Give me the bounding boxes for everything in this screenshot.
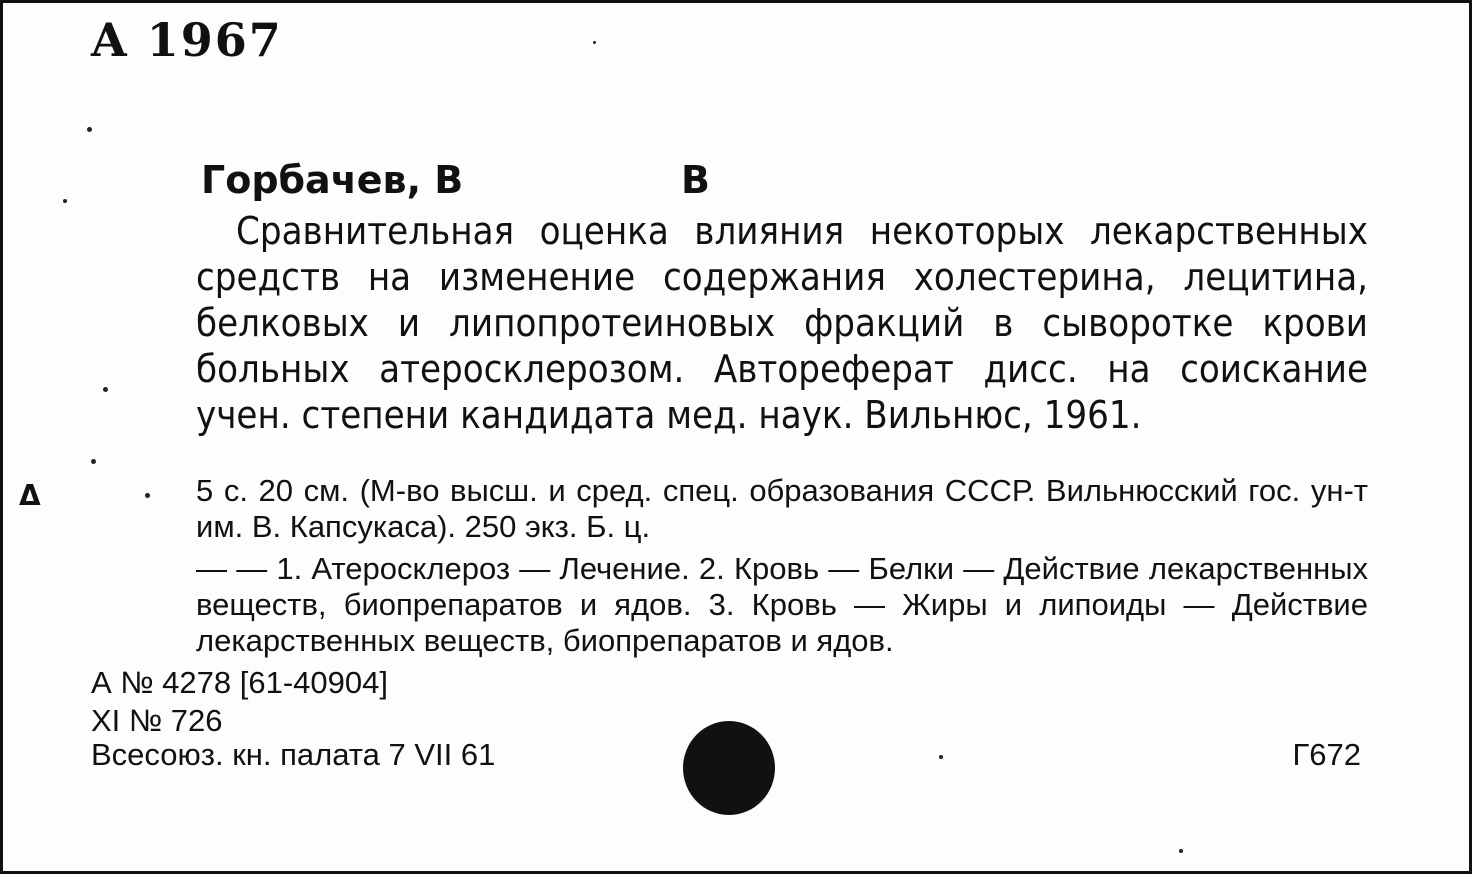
speck <box>91 459 96 464</box>
author-heading <box>201 158 710 202</box>
speck <box>593 41 596 44</box>
punch-hole <box>683 721 775 815</box>
call-number: A 1967 <box>91 13 283 67</box>
subjects-text: — — 1. Атеросклероз — Лечение. 2. Кровь — Белки — Действие лекарственных веществ, биопрепаратов и ядов. 3. Кровь — Жиры и липоиды — Действие лекарственных веществ, биопрепаратов и ядов. <box>196 551 1368 658</box>
card-code: Г672 <box>1292 737 1361 772</box>
author-initial: В <box>681 158 710 202</box>
speck <box>145 493 150 498</box>
author-name: Горбачев, В <box>201 158 464 202</box>
speck <box>103 387 108 392</box>
speck <box>63 199 67 203</box>
accession-line-3: Всесоюз. кн. палата 7 VII 61 <box>91 737 496 772</box>
subject-headings <box>196 551 1368 659</box>
margin-mark: Δ <box>19 479 41 512</box>
title-text: Сравнительная оценка влияния некоторых лекарственных средств на изменение содержания холестерина, лецитина, белковых и липопротеиновых фракций в сыворотке крови больных атеросклерозом. Автореферат дисс. на соискание учен. степени кандидата мед. наук. Вильнюс, 1961. <box>196 209 1368 437</box>
speck <box>87 127 92 132</box>
collation-note <box>196 473 1368 545</box>
accession-line-1: А № 4278 [61-40904] <box>91 665 388 700</box>
accession-line-2: XI № 726 <box>91 703 223 738</box>
speck <box>939 755 943 759</box>
collation-text: 5 с. 20 см. (М-во высш. и сред. спец. образования СССР. Вильнюсский гос. ун-т им. В. Капсукаса). 250 экз. Б. ц. <box>196 473 1368 544</box>
title-block <box>196 208 1368 438</box>
speck <box>1179 849 1183 853</box>
